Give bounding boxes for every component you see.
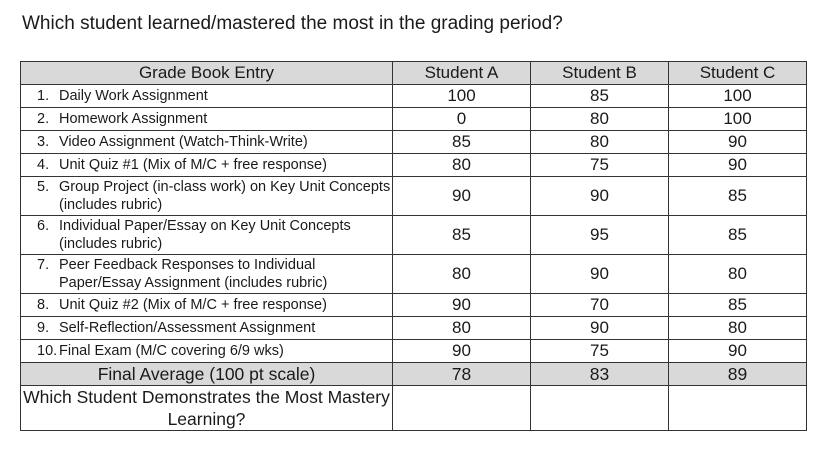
entry-label: Video Assignment (Watch-Think-Write) bbox=[59, 134, 308, 150]
table-row bbox=[21, 108, 807, 131]
entry-number: 6. bbox=[37, 218, 50, 234]
entry-number: 10. bbox=[37, 343, 58, 359]
student-c-score: 80 bbox=[669, 317, 807, 340]
entry-number: 2. bbox=[37, 111, 50, 127]
student-a-mastery-cell bbox=[393, 386, 531, 431]
student-a-score: 100 bbox=[393, 85, 531, 108]
table-row bbox=[21, 294, 807, 317]
table-row bbox=[21, 255, 807, 294]
entry-label: Individual Paper/Essay on Key Unit Concepts (includes rubric) bbox=[59, 218, 351, 252]
student-c-score: 100 bbox=[669, 85, 807, 108]
student-b-score: 80 bbox=[531, 108, 669, 131]
student-b-score: 90 bbox=[531, 255, 669, 294]
entry-cell bbox=[21, 177, 393, 216]
entry-label: Final Exam (M/C covering 6/9 wks) bbox=[59, 343, 284, 359]
table-row bbox=[21, 317, 807, 340]
entry-number: 9. bbox=[37, 320, 50, 336]
student-a-score: 85 bbox=[393, 216, 531, 255]
student-a-average: 78 bbox=[393, 363, 531, 386]
entry-number: 5. bbox=[37, 179, 50, 195]
student-c-score: 85 bbox=[669, 177, 807, 216]
student-c-score: 100 bbox=[669, 108, 807, 131]
student-b-average: 83 bbox=[531, 363, 669, 386]
student-c-score: 90 bbox=[669, 131, 807, 154]
entry-number: 1. bbox=[37, 88, 50, 104]
final-average-label: Final Average (100 pt scale) bbox=[21, 363, 393, 386]
student-a-score: 90 bbox=[393, 340, 531, 363]
student-b-mastery-cell bbox=[531, 386, 669, 431]
student-b-score: 75 bbox=[531, 154, 669, 177]
entry-cell bbox=[21, 294, 393, 317]
student-b-score: 70 bbox=[531, 294, 669, 317]
student-b-score: 75 bbox=[531, 340, 669, 363]
entry-cell bbox=[21, 154, 393, 177]
student-c-score: 80 bbox=[669, 255, 807, 294]
entry-cell bbox=[21, 131, 393, 154]
table-row bbox=[21, 177, 807, 216]
entry-cell bbox=[21, 85, 393, 108]
header-grade-book-entry: Grade Book Entry bbox=[21, 62, 393, 85]
student-a-score: 80 bbox=[393, 255, 531, 294]
student-b-score: 85 bbox=[531, 85, 669, 108]
header-student-b: Student B bbox=[531, 62, 669, 85]
table-row bbox=[21, 131, 807, 154]
grade-book-table bbox=[20, 61, 807, 431]
student-a-score: 80 bbox=[393, 317, 531, 340]
student-c-score: 85 bbox=[669, 216, 807, 255]
entry-label: Unit Quiz #1 (Mix of M/C + free response) bbox=[59, 157, 327, 173]
entry-number: 4. bbox=[37, 157, 50, 173]
entry-cell bbox=[21, 317, 393, 340]
table-row bbox=[21, 154, 807, 177]
entry-label: Self-Reflection/Assessment Assignment bbox=[59, 320, 316, 336]
student-a-score: 80 bbox=[393, 154, 531, 177]
entry-cell bbox=[21, 108, 393, 131]
mastery-question-label: Which Student Demonstrates the Most Mastery Learning? bbox=[21, 386, 393, 431]
table-header-row bbox=[21, 62, 807, 85]
entry-label: Homework Assignment bbox=[59, 111, 208, 127]
header-student-c: Student C bbox=[669, 62, 807, 85]
final-average-row bbox=[21, 363, 807, 386]
student-c-score: 85 bbox=[669, 294, 807, 317]
entry-number: 3. bbox=[37, 134, 50, 150]
entry-label: Daily Work Assignment bbox=[59, 88, 208, 104]
mastery-question-row bbox=[21, 386, 807, 431]
student-a-score: 0 bbox=[393, 108, 531, 131]
entry-number: 8. bbox=[37, 297, 50, 313]
student-b-score: 90 bbox=[531, 317, 669, 340]
student-c-mastery-cell bbox=[669, 386, 807, 431]
table-row bbox=[21, 216, 807, 255]
entry-cell bbox=[21, 340, 393, 363]
student-b-score: 90 bbox=[531, 177, 669, 216]
table-row bbox=[21, 340, 807, 363]
student-b-score: 80 bbox=[531, 131, 669, 154]
entry-number: 7. bbox=[37, 257, 50, 273]
student-c-score: 90 bbox=[669, 340, 807, 363]
page-question: Which student learned/mastered the most in the grading period? bbox=[22, 13, 563, 34]
entry-cell bbox=[21, 255, 393, 294]
student-a-score: 90 bbox=[393, 294, 531, 317]
student-a-score: 85 bbox=[393, 131, 531, 154]
entry-label: Unit Quiz #2 (Mix of M/C + free response) bbox=[59, 297, 327, 313]
entry-cell bbox=[21, 216, 393, 255]
table-row bbox=[21, 85, 807, 108]
student-a-score: 90 bbox=[393, 177, 531, 216]
entry-label: Group Project (in-class work) on Key Unit Concepts (includes rubric) bbox=[59, 179, 391, 213]
header-student-a: Student A bbox=[393, 62, 531, 85]
student-c-average: 89 bbox=[669, 363, 807, 386]
student-c-score: 90 bbox=[669, 154, 807, 177]
entry-label: Peer Feedback Responses to Individual Paper/Essay Assignment (includes rubric) bbox=[59, 257, 328, 291]
student-b-score: 95 bbox=[531, 216, 669, 255]
